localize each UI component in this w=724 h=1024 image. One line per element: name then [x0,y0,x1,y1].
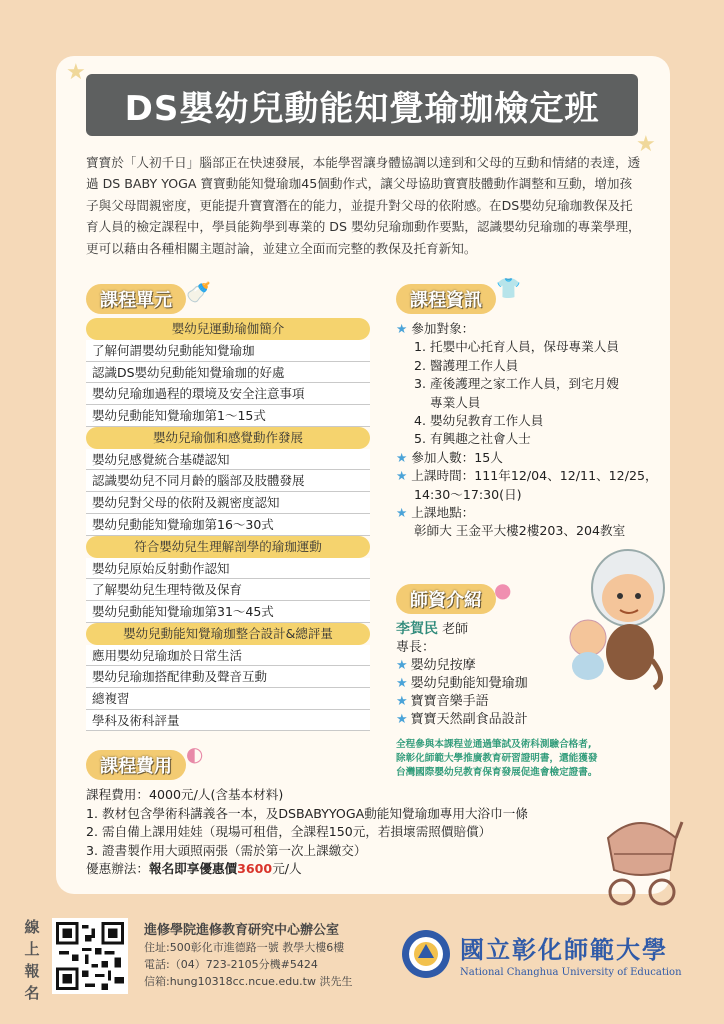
note-line: 全程參與本課程並通過筆試及術科測驗合格者, [396,739,592,750]
bottle-icon: 🍼 [186,280,211,304]
target-item: 4. 嬰幼兒教育工作人員 [414,413,544,429]
curriculum-group-head: 嬰幼兒運動瑜伽簡介 [86,318,370,340]
class-place: 彰師大 王金平大樓2樓203、204教室 [414,523,626,539]
target-item: 1. 托嬰中心托育人員，保母專業人員 [414,339,619,355]
course-info [396,320,666,541]
target-item: 3. 產後護理之家工作人員，到宅月嫂 [414,376,619,392]
discount-unit: 元/人 [272,861,302,877]
office-contact [144,922,394,990]
discount-line [86,860,626,879]
curriculum-row: 學科及術科評量 [86,710,370,732]
qr-code[interactable] [52,918,128,994]
target-item: 2. 醫護理工作人員 [414,357,519,373]
curriculum-row: 總複習 [86,688,370,710]
fees-section [86,786,626,879]
curriculum-group-head: 嬰幼兒瑜伽和感覺動作發展 [86,427,370,449]
monkey-illustration [558,540,670,690]
spec-item: 嬰幼兒按摩 [410,658,476,673]
class-time: 上課時間：111年12/04、12/11、12/25， [411,468,658,484]
fee-note: 2. 需自備上課用娃娃（現場可租借，全課程150元，若損壞需照價賠償） [86,824,492,840]
office-email[interactable]: 信箱:hung10318cc.ncue.edu.tw 洪先生 [144,975,353,988]
curriculum-row: 了解嬰幼兒生理特徵及保育 [86,579,370,601]
stroller-illustration [600,808,684,908]
spec-label: 專長： [396,640,436,655]
info-tag: 課程資訊 [396,284,496,314]
curriculum-row: 嬰幼兒動能知覺瑜珈第16～30式 [86,514,370,536]
star-bullet-icon: ★ [396,505,408,521]
university-name [460,930,710,978]
spec-item: 嬰幼兒動能知覺瑜珈 [410,676,528,691]
office-title: 進修學院進修教育研究中心辦公室 [144,923,340,938]
star-bullet-icon: ★ [396,468,408,484]
fee-amount: 課程費用：4000元/人(含基本材料) [86,787,284,802]
discount-text: 報名即享優惠價 [148,861,238,877]
star-bullet-icon: ★ [396,712,408,727]
office-address: 住址:500彰化市進德路一號 教學大樓6樓 [144,941,345,954]
star-decoration-icon: ★ [636,132,656,157]
target-item-cont: 專業人員 [430,394,481,410]
discount-price: 3600 [237,861,273,877]
curriculum-row: 嬰幼兒原始反射動作認知 [86,558,370,580]
class-time-hours: 14:30～17:30(日) [414,486,522,502]
curriculum-row: 認識嬰幼兒不同月齡的腦部及肢體發展 [86,470,370,492]
university-logo-icon [400,928,452,980]
qr-code-icon [56,922,124,990]
discount-label: 優惠辦法： [86,861,149,877]
star-bullet-icon: ★ [396,449,408,465]
curriculum-row: 嬰幼兒對父母的依附及親密度認知 [86,492,370,514]
curriculum-row: 了解何謂嬰幼兒動能知覺瑜珈 [86,340,370,362]
star-decoration-icon: ★ [66,60,86,85]
spec-item: 寶寶天然副食品設計 [410,712,528,727]
teacher-name: 李賀民 [396,621,438,637]
university-name-zh: 國立彰化師範大學 [460,935,668,964]
star-bullet-icon: ★ [396,694,408,709]
note-line: 除彰化師範大學推廣教育研習證明書，還能獲發 [396,753,598,764]
curriculum-row: 嬰幼兒瑜珈過程的環境及安全注意事項 [86,383,370,405]
curriculum-row: 嬰幼兒瑜珈搭配律動及聲音互動 [86,666,370,688]
pacifier-icon: ● [494,578,512,602]
office-phone: 電話:（04）723-2105分機#5424 [144,958,318,971]
curriculum-row: 嬰幼兒動能知覺瑜珈第31～45式 [86,601,370,623]
target-label: 參加對象： [411,321,475,336]
onesie-icon: 👕 [496,276,521,300]
curriculum-group-head: 符合嬰幼兒生理解剖學的瑜珈運動 [86,536,370,558]
teacher-tag: 師資介紹 [396,584,496,614]
spec-item: 寶寶音樂手語 [410,694,489,709]
teacher-title: 老師 [442,622,469,637]
page-title: DS嬰幼兒動能知覺瑜珈檢定班 [86,74,638,136]
online-signup-label: 線上報名 [24,918,40,1002]
certificate-note [396,738,666,780]
intro-paragraph: 寶寶於「人初千日」腦部正在快速發展，本能學習讓身體協調以達到和父母的互動和情緒的表達，透過 DS BABY YOGA 寶寶動能知覺瑜珈45個動作式，讓父母協助寶寶肢體動作調整和互動，增加孩子與父母間親密度，更能提升寶寶潛在的能力，並提升對父母的依附感。在DS嬰幼兒瑜珈教保及托育人員的檢定課程中，學員能夠學到專業的 DS 嬰幼兒瑜珈動作要點，認識嬰幼兒瑜珈的專業學理，更可以藉由各種相關主題討論，並建立全面而完整的教保及托育新知。 [86,155,641,256]
curriculum-table [86,318,370,731]
fees-tag: 課程費用 [86,750,186,780]
curriculum-row: 嬰幼兒動能知覺瑜珈第1～15式 [86,405,370,427]
star-bullet-icon: ★ [396,676,408,691]
curriculum-row: 嬰幼兒感覺統合基礎認知 [86,449,370,471]
note-line: 台灣國際嬰幼兒教育保育發展促進會檢定證書。 [396,767,598,778]
participant-count: 參加人數：15人 [411,449,503,465]
curriculum-tag: 課程單元 [86,284,186,314]
target-item: 5. 有興趣之社會人士 [414,431,531,447]
bib-icon: ◐ [186,742,204,766]
curriculum-group-head: 嬰幼兒動能知覺瑜珈整合設計&總評量 [86,623,370,645]
fee-note: 3. 證書製作用大頭照兩張（需於第一次上課繳交） [86,842,367,858]
university-name-en: National Changhua University of Education [460,967,682,978]
place-label: 上課地點： [411,505,475,521]
star-bullet-icon: ★ [396,658,408,673]
fee-note: 1. 教材包含學術科講義各一本，及DSBABYYOGA動能知覺瑜珈專用大浴巾一條 [86,805,528,821]
star-bullet-icon: ★ [396,321,408,336]
curriculum-row: 應用嬰幼兒瑜珈於日常生活 [86,645,370,667]
curriculum-row: 認識DS嬰幼兒動能知覺瑜珈的好處 [86,362,370,384]
